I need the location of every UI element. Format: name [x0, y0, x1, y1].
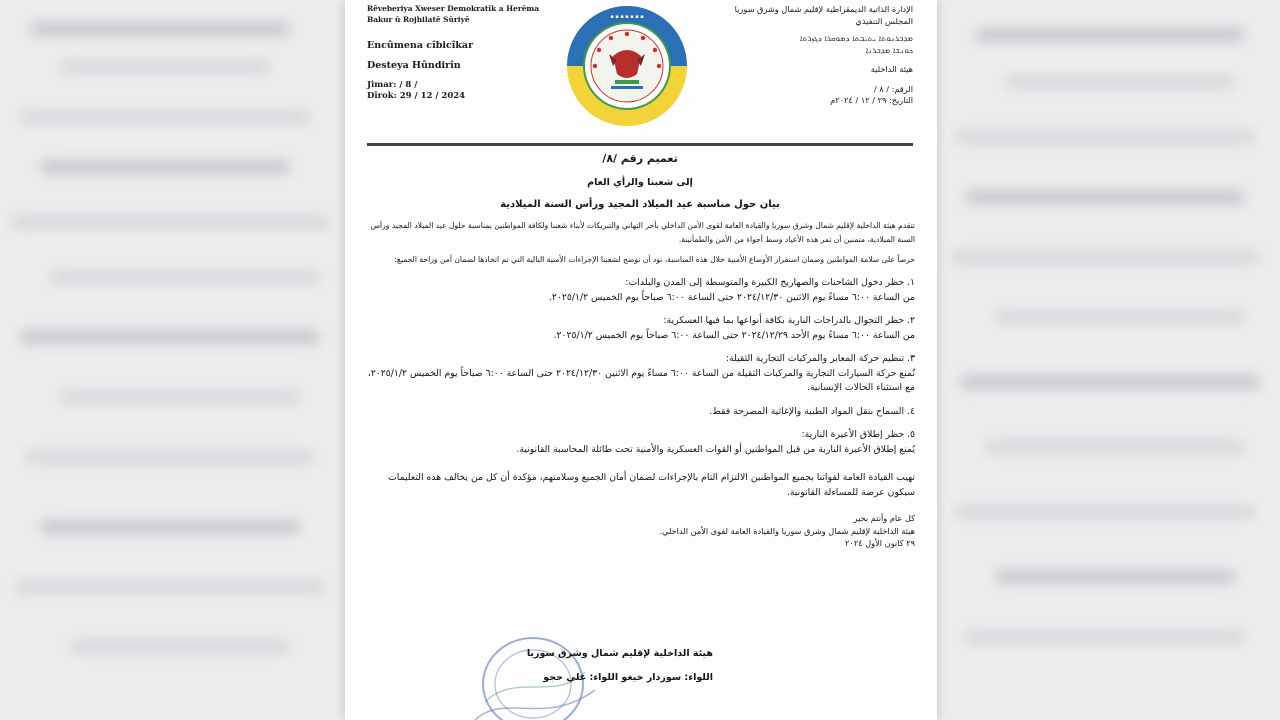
blur-line [50, 270, 320, 284]
measure-item [365, 276, 915, 305]
signature-org: هيئة الداخلية لإقليم شمال وشرق سوريا [526, 648, 713, 659]
measure-heading: ٢. حظر التجوال بالدراجات النارية بكافة أنواعها بما فيها العسكرية: [663, 315, 915, 326]
body-name: Desteya Hûndirîn [367, 60, 461, 71]
blur-line [995, 570, 1235, 584]
measure-heading: ٥. حظر إطلاق الأعيرة النارية: [801, 429, 915, 440]
subject-line: بيان حول مناسبة عيد الميلاد المجيد ورأس السنة الميلادية [500, 199, 780, 210]
measure-heading: ١. حظر دخول الشاحنات والصهاريج الكبيرة والمتوسطة إلى المدن والبلدات: [625, 277, 915, 288]
document-number-ar: الرقم: / ٨ / [873, 83, 913, 94]
blur-line [955, 130, 1255, 144]
org-name-line2: Bakur û Rojhilatê Sûriyê [367, 14, 470, 24]
signature-block [453, 642, 713, 690]
background-right [935, 0, 1280, 720]
official-seal-logo [565, 4, 689, 128]
blur-line [950, 250, 1260, 264]
document-page [345, 0, 937, 720]
signatories: اللواء: سوزدار خيغو اللواء: علي حجو [543, 672, 713, 683]
intro-paragraph-2: حرصاً على سلامة المواطنين وضمان استقرار الأوضاع الأمنية خلال هذه المناسبة، نود أن نوضح لشعبنا الإجراءات الأمنية التالية التي تم اتخاذها لضمان أمن وراحة الجميع: [394, 255, 915, 264]
blur-line [60, 60, 270, 74]
blur-line [10, 215, 330, 229]
measure-item [365, 405, 915, 420]
header-divider [367, 143, 913, 146]
document-date-ar: التاريخ: ٢٩ / ١٢ / ٢٠٢٤م [830, 95, 913, 105]
org-name-syriac-line2: ܟܘܢܫܐ ܡܕܒܪܢܐ [865, 44, 913, 55]
blur-line [60, 390, 300, 404]
header-left [367, 4, 567, 102]
blur-line [965, 630, 1245, 644]
document-date: Dîrok: 29 / 12 / 2024 [367, 91, 466, 101]
blur-line [20, 330, 320, 344]
document-body [365, 150, 915, 550]
blur-line [975, 28, 1245, 42]
blur-line [40, 160, 290, 174]
closing-paragraph: تهيب القيادة العامة لقواتنا بجميع المواطنين الالتزام التام بالإجراءات لضمان أمان الجميع وسلامتهم، مؤكدة أن كل من يخالف هذه التعليمات سيكون عرضة للمساءلة القانونية. [388, 472, 915, 498]
measure-text: يُمنع إطلاق الأعيرة النارية من قبل المواطنين أو القوات العسكرية والأمنية تحت طائلة المحاسبة القانونية. [516, 443, 915, 455]
blur-line [995, 310, 1245, 324]
blur-line [960, 375, 1260, 389]
circular-title: تعميم رقم /٨/ [602, 152, 678, 165]
blur-line [20, 110, 310, 124]
svg-text:▪ ▪ ▪ ▪ ▪ ▪ ▪: ▪ ▪ ▪ ▪ ▪ ▪ ▪ [610, 14, 644, 20]
measure-item [365, 428, 915, 457]
header-right [713, 4, 913, 107]
greeting: كل عام وأنتم بخير [853, 513, 915, 523]
addressee: إلى شعبنا والرأي العام [587, 177, 693, 188]
blur-line [955, 505, 1255, 519]
intro-paragraph: تتقدم هيئة الداخلية لإقليم شمال وشرق سوريا والقيادة العامة لقوى الأمن الداخلي بأحر التهاني والتبريكات لأبناء شعبنا ولكافة المواطنين بمناسبة حلول عيد الميلاد المجيد ورأس السنة الميلادية، متمنين أن تمر هذه الأعياد وسط أجواء من الأمن والطمأنينة. [370, 221, 915, 244]
blur-line [965, 190, 1245, 204]
council-name: Encûmena cîbicîkar [367, 40, 474, 51]
measure-heading: ٤. السماح بنقل المواد الطبية والإغاثية المصرحة فقط. [709, 405, 915, 417]
org-name-ar-line2: المجلس التنفيذي [855, 15, 913, 26]
org-name-line1: Rêveberiya Xweser Demokratîk a Herêma [367, 4, 540, 13]
measure-heading: ٣. تنظيم حركة المعابر والمركبات التجارية الثقيلة: [725, 353, 915, 364]
org-name-ar-line1: الإدارة الذاتية الديمقراطية لإقليم شمال وشرق سوريا [734, 4, 913, 14]
measure-item [365, 352, 915, 396]
blur-line [985, 440, 1245, 454]
document-number: Jimar: / 8 / [367, 80, 418, 90]
signoff-org: هيئة الداخلية لإقليم شمال وشرق سوريا والقيادة العامة لقوى الأمن الداخلي. [659, 525, 915, 536]
org-name-syriac-line1: ܡܕܒܪܢܘܬܐ ܝܬܝܒܬܐ ܕܡܘܩܪܐ ܕܓܙܪܬܐ [799, 33, 913, 43]
blur-line [1005, 75, 1235, 89]
blur-line [15, 580, 325, 594]
blur-line [40, 520, 300, 534]
sign-date: ٢٩ كانون الأول ٢٠٢٤ [845, 538, 915, 548]
measure-text: من الساعة ٦:٠٠ مساءً يوم الاثنين ٢٠٢٤/١٢/٣٠ حتى الساعة ٦:٠٠ صباحاً يوم الخميس ٢٠٢٥/١/٢. [548, 291, 915, 303]
body-name-ar: هيئة الداخلية [870, 64, 913, 74]
measure-item [365, 314, 915, 343]
sign-off-block [365, 512, 915, 550]
blur-line [70, 640, 290, 654]
measure-text: من الساعة ٦:٠٠ مساءً يوم الأحد ٢٠٢٤/١٢/٢٩ حتى الساعة ٦:٠٠ صباحاً يوم الخميس ٢٠٢٥/١/٢. [553, 329, 915, 341]
blur-line [30, 22, 290, 36]
blur-line [25, 450, 315, 464]
measure-text: تُمنع حركة السيارات التجارية والمركبات الثقيلة من الساعة ٦:٠٠ مساءً يوم الاثنين ٢٠٢٤/١٢/٣٠ حتى الساعة ٦:٠٠ صباحاً يوم الخميس ٢٠٢٥/١/٢، مع استثناء الحالات الإنسانية. [367, 367, 915, 393]
background-left [0, 0, 345, 720]
